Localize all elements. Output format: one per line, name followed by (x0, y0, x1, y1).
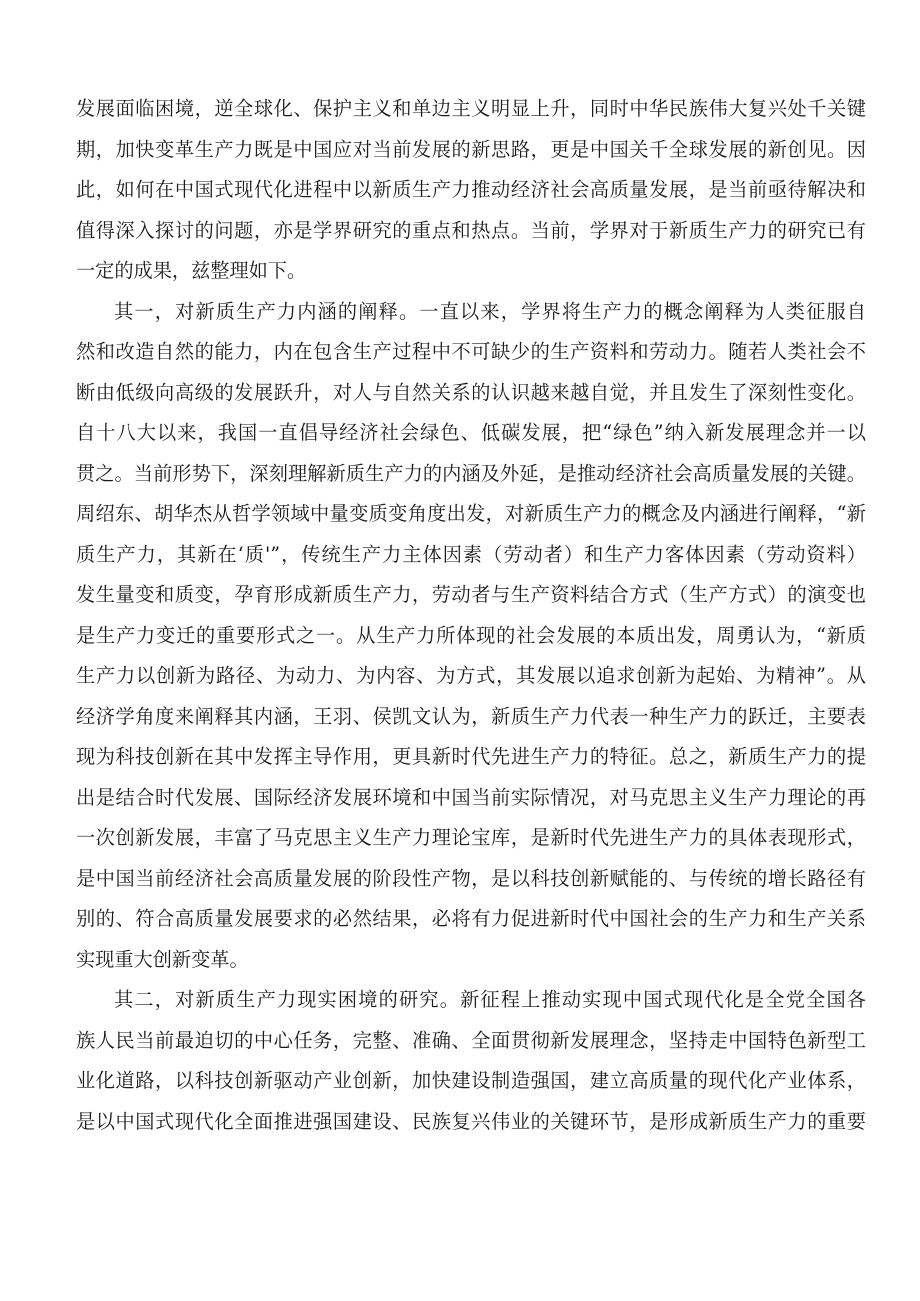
text-line: 周绍东、胡华杰从哲学领域中量变质变角度出发，对新质生产力的概念及内涵进行阐释，“新 (76, 502, 866, 525)
text-line: 自十八大以来，我国一直倡导经济社会绿色、低碳发展，把“绿色”纳入新发展理念并一以 (76, 421, 866, 444)
text-line: 其二，对新质生产力现实困境的研究。新征程上推动实现中国式现代化是全党全国各 (114, 988, 866, 1011)
text-line: 出是结合时代发展、国际经济发展环境和中国当前实际情况，对马克思主义生产力理论的再 (76, 785, 866, 809)
text-line: 现为科技创新在其中发挥主导作用，更具新时代先进生产力的特征。总之，新质生产力的提 (76, 745, 866, 768)
paragraph-connotation (76, 292, 866, 981)
text-line: 发展面临困境，逆全球化、保护主义和单边主义明显上升，同时中华民族伟大复兴处千关键 (76, 97, 866, 120)
text-line: 一次创新发展，丰富了马克思主义生产力理论宝库，是新时代先进生产力的具体表现形式， (76, 826, 866, 849)
text-line: 然和改造自然的能力，内在包含生产过程中不可缺少的生产资料和劳动力。随若人类社会不 (76, 340, 866, 363)
text-line: 期，加快变革生产力既是中国应对当前发展的新思路，更是中国关千全球发展的新创见。因 (76, 137, 866, 161)
text-line: 发生量变和质变，孕育形成新质生产力，劳动者与生产资料结合方式（生产方式）的演变也 (76, 583, 866, 606)
text-line: 其一，对新质生产力内涵的阐释。一直以来，学界将生产力的概念阐释为人类征服自 (114, 299, 866, 323)
paragraph-intro-continued (76, 89, 866, 292)
text-line: 贯之。当前形势下，深刻理解新质生产力的内涵及外延，是推动经济社会高质量发展的关键。 (76, 461, 866, 485)
document-body (76, 89, 866, 1142)
text-line: 业化道路，以科技创新驱动产业创新，加快建设制造强国，建立高质量的现代化产业体系， (76, 1069, 866, 1092)
text-line: 是中国当前经济社会高质量发展的阶段性产物，是以科技创新赋能的、与传统的增长路径有 (76, 866, 866, 890)
text-line: 质生产力，其新在‘质'”，传统生产力主体因素（劳动者）和生产力客体因素（劳动资料） (76, 542, 866, 566)
text-line: 是生产力变迁的重要形式之一。从生产力所体现的社会发展的本质出发，周勇认为，“新质 (76, 623, 866, 647)
text-line: 族人民当前最迫切的中心任务，完整、准确、全面贯彻新发展理念，坚持走中国特色新型工 (76, 1028, 866, 1052)
text-line: 生产力以创新为路径、为动力、为内容、为方式，其发展以追求创新为起始、为精神”。从 (76, 664, 866, 687)
text-line: 别的、符合高质量发展要求的必然结果，必将有力促进新时代中国社会的生产力和生产关系 (76, 907, 866, 930)
text-line: 此，如何在中国式现代化进程中以新质生产力推动经济社会高质量发展，是当前亟待解决和 (76, 178, 866, 201)
text-line: 经济学角度来阐释其内涵，王羽、侯凯文认为，新质生产力代表一种生产力的跃迁，主要表 (76, 704, 866, 728)
text-line: 是以中国式现代化全面推进强国建设、民族复兴伟业的关键环节，是形成新质生产力的重要 (76, 1109, 866, 1133)
text-line: 值得深入探讨的问题，亦是学界研究的重点和热点。当前，学界对于新质生产力的研究已有 (76, 218, 866, 242)
text-line: 一定的成果，兹整理如下。 (76, 259, 307, 282)
paragraph-dilemma (76, 980, 866, 1142)
text-line: 断由低级向高级的发展跃升，对人与自然关系的认识越来越自觉，并且发生了深刻性变化。 (76, 380, 866, 404)
text-line: 实现重大创新变革。 (76, 947, 249, 971)
